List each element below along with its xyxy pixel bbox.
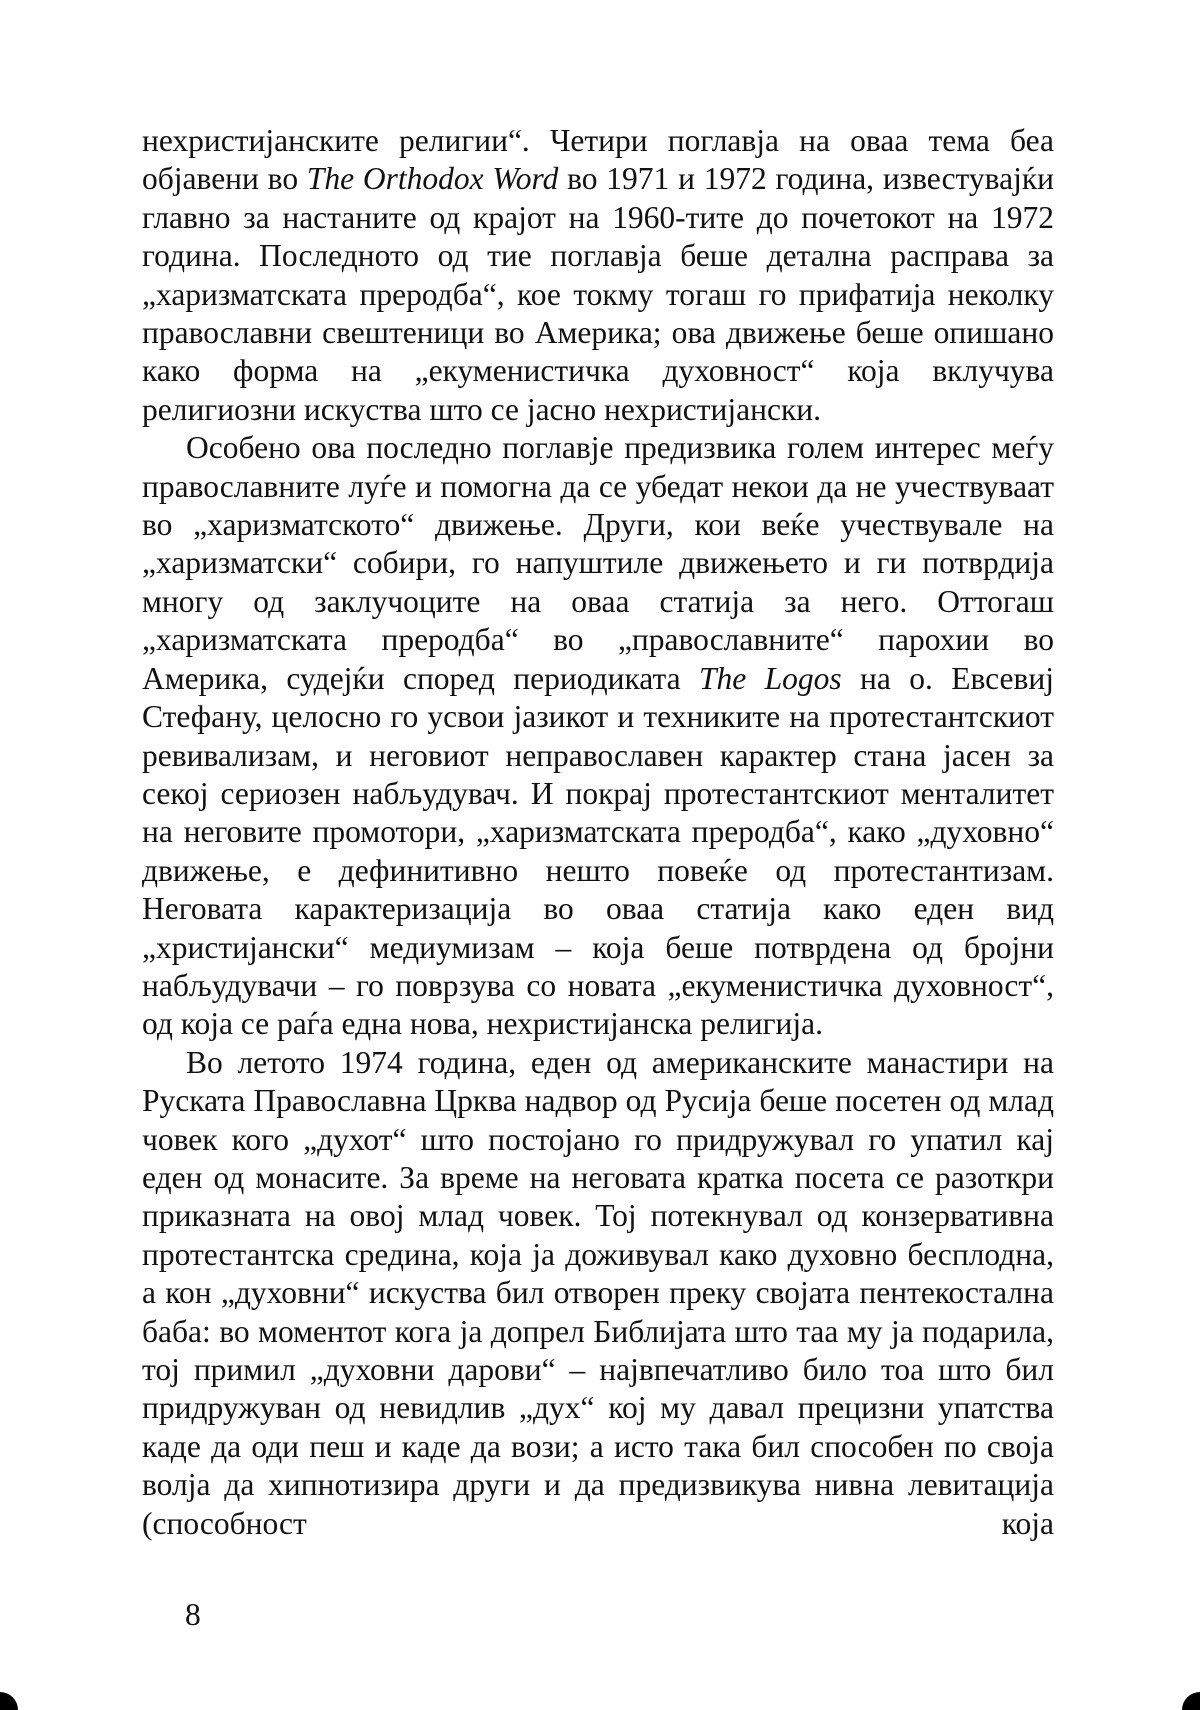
page-number: 8 — [185, 1597, 201, 1632]
paragraph-2-part-1: Особено ова последно поглавје предизвика голем интерес меѓу православните луѓе и помогна да се убедат некои да не учествуваат во „харизматското“ движење. Други, кои веќе учествувале на „харизматски“ собири, го напуштиле движењето и ги потврдија многу од заклучоците на оваа статија за него. Оттогаш „харизматската преродба“ во „православните“ парохии во Америка, судејќи според периодиката — [142, 430, 1054, 696]
paragraph-1-part-2: во 1971 и 1972 година, известувајќи главно за настаните од крајот на 1960-тите до почетокот на 1972 година. Последното од тие поглавја беше детална расправа за „харизматската преродба“, кое токму тогаш го прифатија неколку православни свештеници во Америка; ова движење беше опишано како форма на „екуменистичка духовност“ која вклучува религиозни искуства што се јасно нехристијански. — [142, 161, 1055, 427]
paragraph-1 — [142, 122, 1054, 429]
journal-title-orthodox-word: The Orthodox Word — [306, 161, 559, 197]
paragraph-2 — [142, 429, 1054, 1044]
paragraph-2-part-2: на о. Евсевиј Стефану, целосно го усвои јазикот и техниките на протестантскиот ревивализам, и неговиот неправославен карактер стана јасен за секој сериозен набљудувач. И покрај протестантскиот менталитет на неговите промотори, „харизматската преродба“, како „духовно“ движење, е дефинитивно нешто повеќе од протестантизам. Неговата карактеризација во оваа статија како еден вид „христијански“ медиумизам – која беше потврдена од бројни набљудувачи – го поврзува со новата „екуменистичка духовност“, од која се раѓа една нова, нехристијанска религија. — [142, 660, 1055, 1042]
body-text — [142, 122, 1054, 1543]
screen-corner-bottom-left — [0, 1692, 18, 1710]
paragraph-3-part-1: Во летото 1974 година, еден од американските манастири на Руската Православна Црква надвор од Русија беше посетен од млад човек кого „духот“ што постојано го придружувал го упатил кај еден од монасите. За време на неговата кратка посета се разоткри приказната на овој млад човек. Тој потекнувал од конзервативна протестантска средина, која ја доживувал како духовно бесплодна, а кон „духовни“ искуства бил отворен преку својата пентекостална баба: во моментот кога ја допрел Библијата што таа му ја подарила, тој примил „духовни дарови“ – највпечатливо било тоа што бил придружуван од невидлив „дух“ кој му давал прецизни упатства каде да оди пеш и каде да вози; а исто така бил способен по своја волја да хипнотизира други и да предизвикува нивна левитација (способност која — [142, 1044, 1054, 1541]
paragraph-1-part-1: нехристијанските религии“. Четири поглавја на оваа тема беа објавени во — [142, 123, 1054, 197]
screen-corner-bottom-right — [1182, 1692, 1200, 1710]
paragraph-3 — [142, 1044, 1054, 1543]
journal-title-logos: The Logos — [698, 660, 842, 696]
